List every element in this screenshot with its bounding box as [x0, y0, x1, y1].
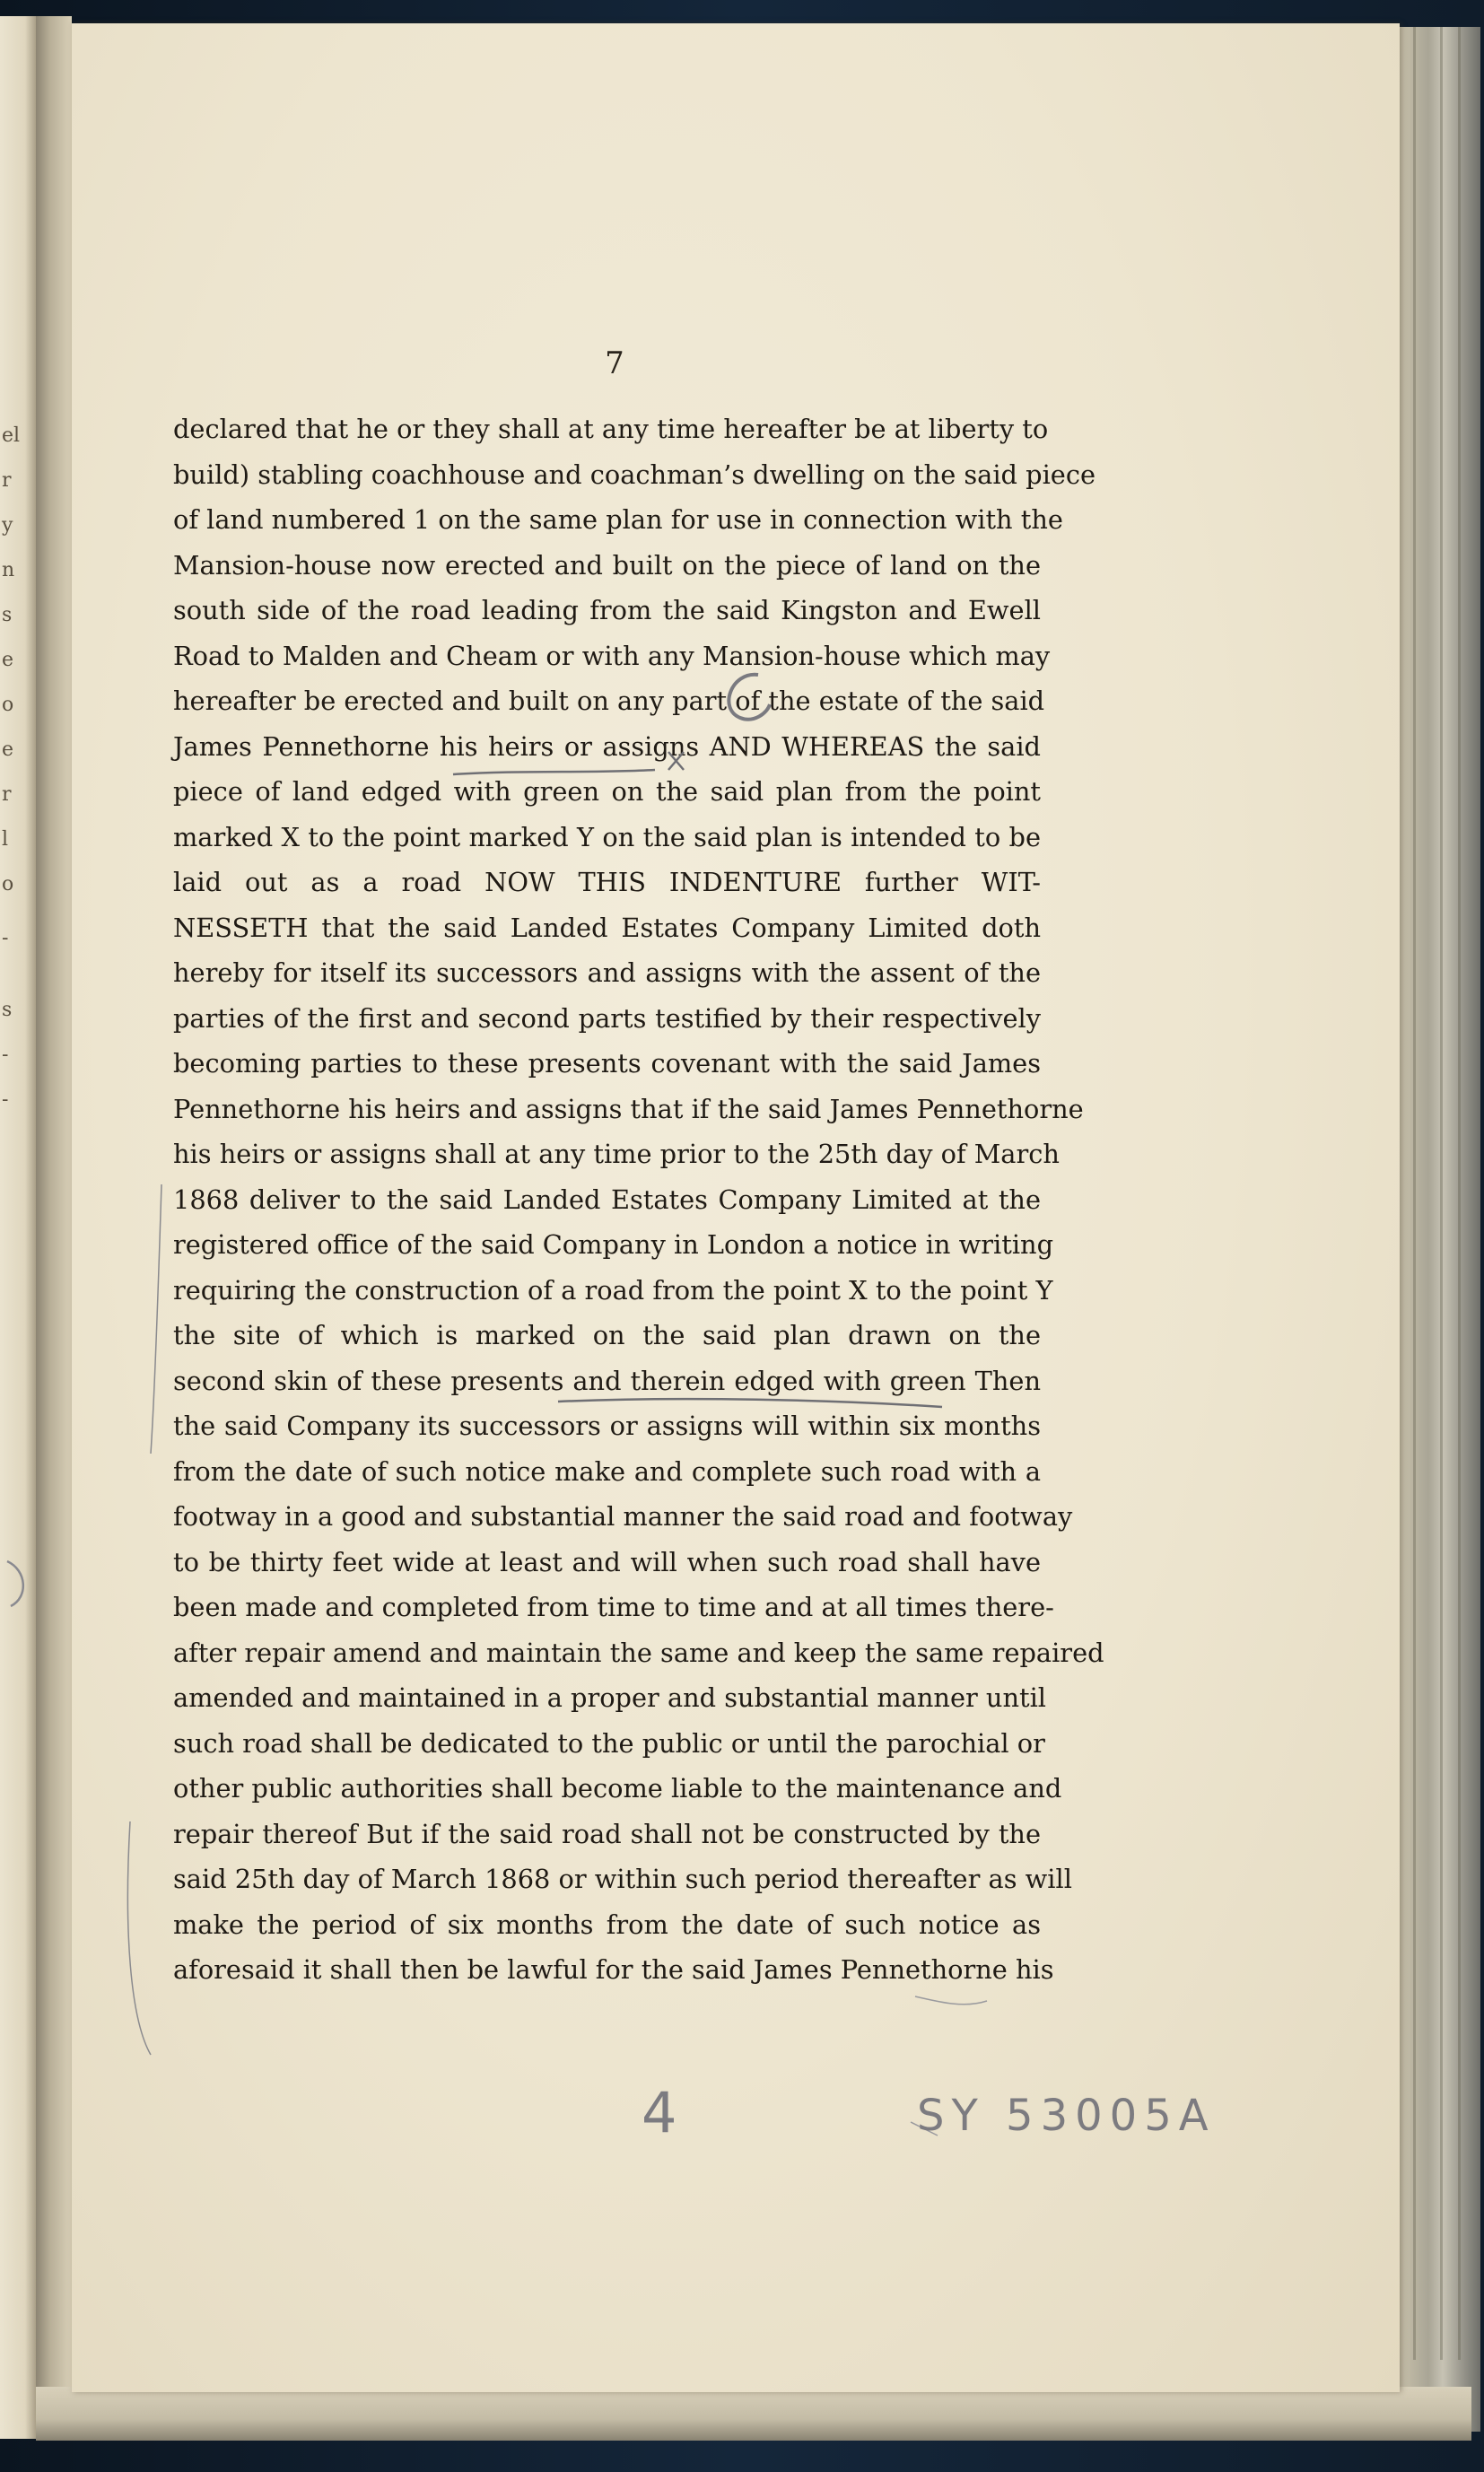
left-fragment: r [2, 783, 12, 806]
left-fragment: s [2, 999, 13, 1021]
text-line: repair thereof But if the said road shall not be constructed by the [173, 1818, 1041, 1849]
text-line: Mansion-house now erected and built on the piece of land on the [173, 549, 1041, 581]
left-fragment: s [2, 604, 13, 626]
document-body [173, 406, 1104, 1993]
left-fragment: el [2, 424, 21, 447]
text-line: amended and maintained in a proper and substantial manner until [173, 1682, 1047, 1713]
left-fragment: e [2, 738, 14, 761]
text-line: to be thirty feet wide at least and will when such road shall have [173, 1546, 1041, 1577]
left-fragment: - [2, 927, 9, 949]
left-fragment: l [2, 828, 9, 851]
right-page-edges [1386, 27, 1480, 2432]
text-line: the said Company its successors or assigns will within six months [173, 1411, 1041, 1441]
text-line: south side of the road leading from the said Kingston and Ewell [173, 595, 1041, 625]
right-edge-line [1440, 27, 1443, 2360]
text-line: aforesaid it shall then be lawful for the said James Pennethorne his [173, 1954, 1054, 1985]
text-line: second skin of these presents and therein edged with green Then [173, 1365, 1041, 1396]
text-line: his heirs or assigns shall at any time prior to the 25th day of March [173, 1139, 1060, 1169]
text-line: piece of land edged with green on the said plan from the point [173, 776, 1041, 807]
right-edge-line [1458, 27, 1461, 2360]
text-line: marked X to the point marked Y on the said plan is intended to be [173, 821, 1041, 852]
book-gutter [36, 16, 72, 2439]
left-fragment: r [2, 469, 12, 492]
text-line: 1868 deliver to the said Landed Estates Company Limited at the [173, 1184, 1041, 1215]
text-line: James Pennethorne his heirs or assigns AND WHEREAS the said [173, 730, 1041, 762]
handwritten-reference-number: SY 53005A [917, 2091, 1216, 2141]
page-number: 7 [605, 345, 624, 381]
text-line: becoming parties to these presents covenant with the said James [173, 1048, 1041, 1079]
text-line: said 25th day of March 1868 or within such period thereafter as will [173, 1864, 1072, 1894]
text-line: hereafter be erected and built on any part of the estate of the said [173, 686, 1045, 716]
left-fragment: n [2, 559, 15, 581]
left-fragment: - [2, 1044, 9, 1066]
text-line: build) stabling coachhouse and coachman’s dwelling on the said piece [173, 459, 1096, 490]
text-line: laid out as a road NOW THIS INDENTURE further WIT- [173, 867, 1041, 897]
text-line: Road to Malden and Cheam or with any Mansion-house which may [173, 640, 1051, 671]
text-line: been made and completed from time to time and at all times there- [173, 1592, 1054, 1622]
text-line: other public authorities shall become liable to the maintenance and [173, 1773, 1062, 1804]
right-edge-line [1413, 27, 1416, 2360]
bottom-page-edge [36, 2387, 1471, 2441]
text-line: such road shall be dedicated to the public or until the parochial or [173, 1727, 1045, 1759]
left-fragment: - [2, 1088, 9, 1111]
text-line: make the period of six months from the date of such notice as [173, 1909, 1041, 1940]
text-line: requiring the construction of a road from the point X to the point Y [173, 1274, 1053, 1306]
text-line: registered office of the said Company in London a notice in writing [173, 1229, 1054, 1260]
text-line: after repair amend and maintain the same and keep the same repaired [173, 1637, 1104, 1668]
text-line: of land numbered 1 on the same plan for use in connection with the [173, 504, 1063, 535]
text-line: Pennethorne his heirs and assigns that if the said James Pennethorne [173, 1093, 1084, 1124]
text-line: the site of which is marked on the said plan drawn on the [173, 1320, 1041, 1350]
left-fragment: e [2, 649, 14, 671]
handwritten-folio-mark: 4 [642, 2080, 685, 2145]
left-fragment: y [2, 514, 13, 537]
text-line: declared that he or they shall at any time hereafter be at liberty to [173, 414, 1049, 444]
left-fragment: o [2, 873, 14, 895]
left-page-edge [0, 16, 36, 2439]
text-line: NESSETH that the said Landed Estates Company Limited doth [173, 912, 1041, 943]
text-line: hereby for itself its successors and assigns with the assent of the [173, 957, 1041, 988]
text-line: footway in a good and substantial manner the said road and footway [173, 1501, 1073, 1532]
left-fragment: o [2, 694, 14, 716]
text-line: from the date of such notice make and complete such road with a [173, 1455, 1041, 1487]
text-line: parties of the first and second parts testified by their respectively [173, 1002, 1041, 1034]
